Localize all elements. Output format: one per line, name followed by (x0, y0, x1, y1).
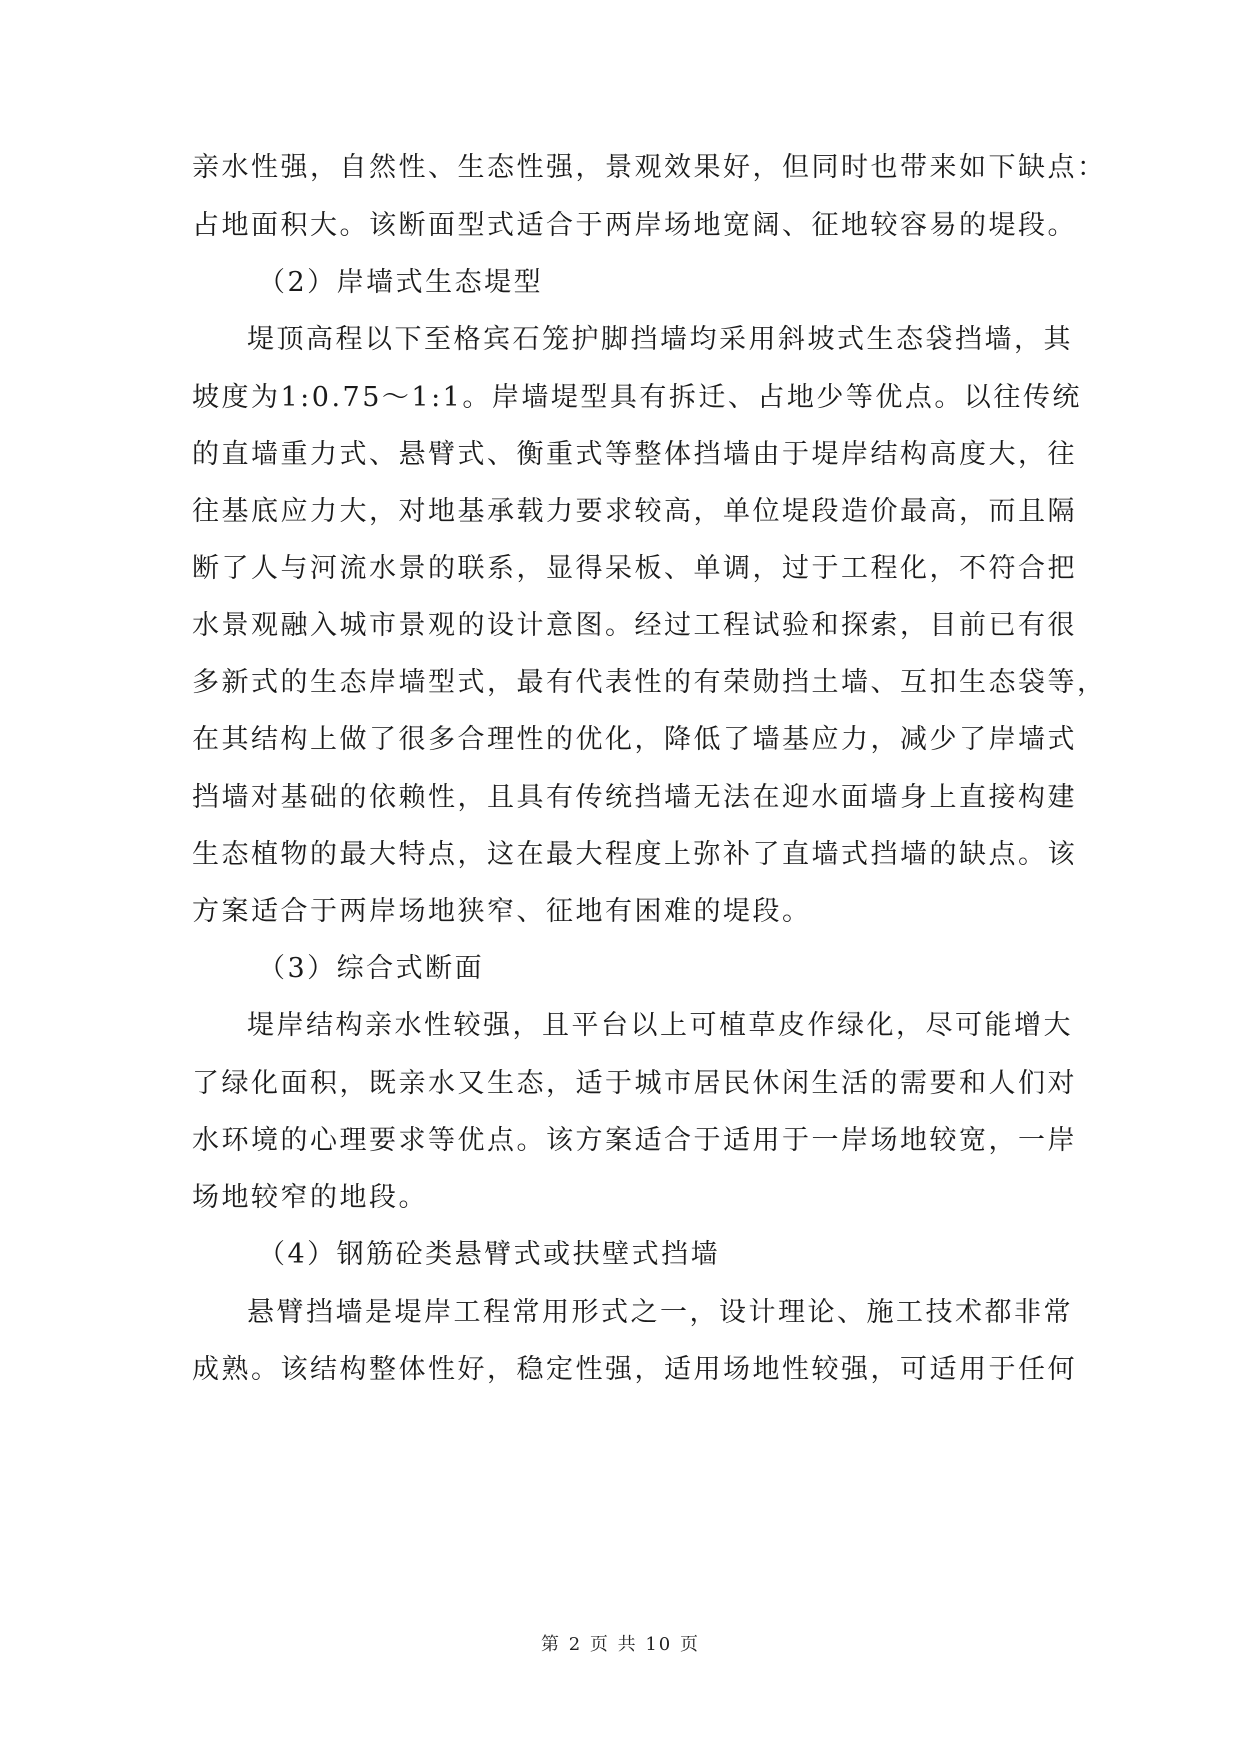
section-heading: （2）岸墙式生态堤型 (258, 267, 544, 298)
page-footer: 第 2 页 共 10 页 (541, 1634, 700, 1655)
body-line: 水景观融入城市景观的设计意图。经过工程试验和探索，目前已有很 (192, 610, 1077, 641)
body-line: 断了人与河流水景的联系，显得呆板、单调，过于工程化，不符合把 (192, 553, 1077, 584)
body-line: 方案适合于两岸场地狭窄、征地有困难的堤段。 (192, 896, 812, 927)
section-heading: （3）综合式断面 (258, 953, 485, 984)
body-line: 生态植物的最大特点，这在最大程度上弥补了直墙式挡墙的缺点。该 (192, 839, 1077, 870)
body-line: 的直墙重力式、悬臂式、衡重式等整体挡墙由于堤岸结构高度大，往 (192, 439, 1077, 470)
body-line: 在其结构上做了很多合理性的优化，降低了墙基应力，减少了岸墙式 (192, 724, 1077, 755)
body-line: 水环境的心理要求等优点。该方案适合于适用于一岸场地较宽，一岸 (192, 1125, 1077, 1156)
body-line: 堤岸结构亲水性较强，且平台以上可植草皮作绿化，尽可能增大 (247, 1010, 1073, 1041)
body-line: 往基底应力大，对地基承载力要求较高，单位堤段造价最高，而且隔 (192, 496, 1077, 527)
body-line: 亲水性强，自然性、生态性强，景观效果好，但同时也带来如下缺点： (192, 152, 1107, 183)
body-line: 多新式的生态岸墙型式，最有代表性的有荣勋挡土墙、互扣生态袋等， (192, 667, 1107, 698)
body-line: 了绿化面积，既亲水又生态，适于城市居民休闲生活的需要和人们对 (192, 1068, 1077, 1099)
body-line: 堤顶高程以下至格宾石笼护脚挡墙均采用斜坡式生态袋挡墙，其 (247, 324, 1073, 355)
body-line: 占地面积大。该断面型式适合于两岸场地宽阔、征地较容易的堤段。 (192, 210, 1077, 241)
body-line: 挡墙对基础的依赖性，且具有传统挡墙无法在迎水面墙身上直接构建 (192, 782, 1077, 813)
body-line: 坡度为1:0.75～1:1。岸墙堤型具有拆迁、占地少等优点。以往传统 (192, 382, 1082, 413)
section-heading: （4）钢筋砼类悬臂式或扶壁式挡墙 (258, 1239, 721, 1270)
body-line: 悬臂挡墙是堤岸工程常用形式之一，设计理论、施工技术都非常 (247, 1297, 1073, 1328)
body-line: 场地较窄的地段。 (192, 1182, 428, 1213)
body-line: 成熟。该结构整体性好，稳定性强，适用场地性较强，可适用于任何 (192, 1354, 1077, 1385)
